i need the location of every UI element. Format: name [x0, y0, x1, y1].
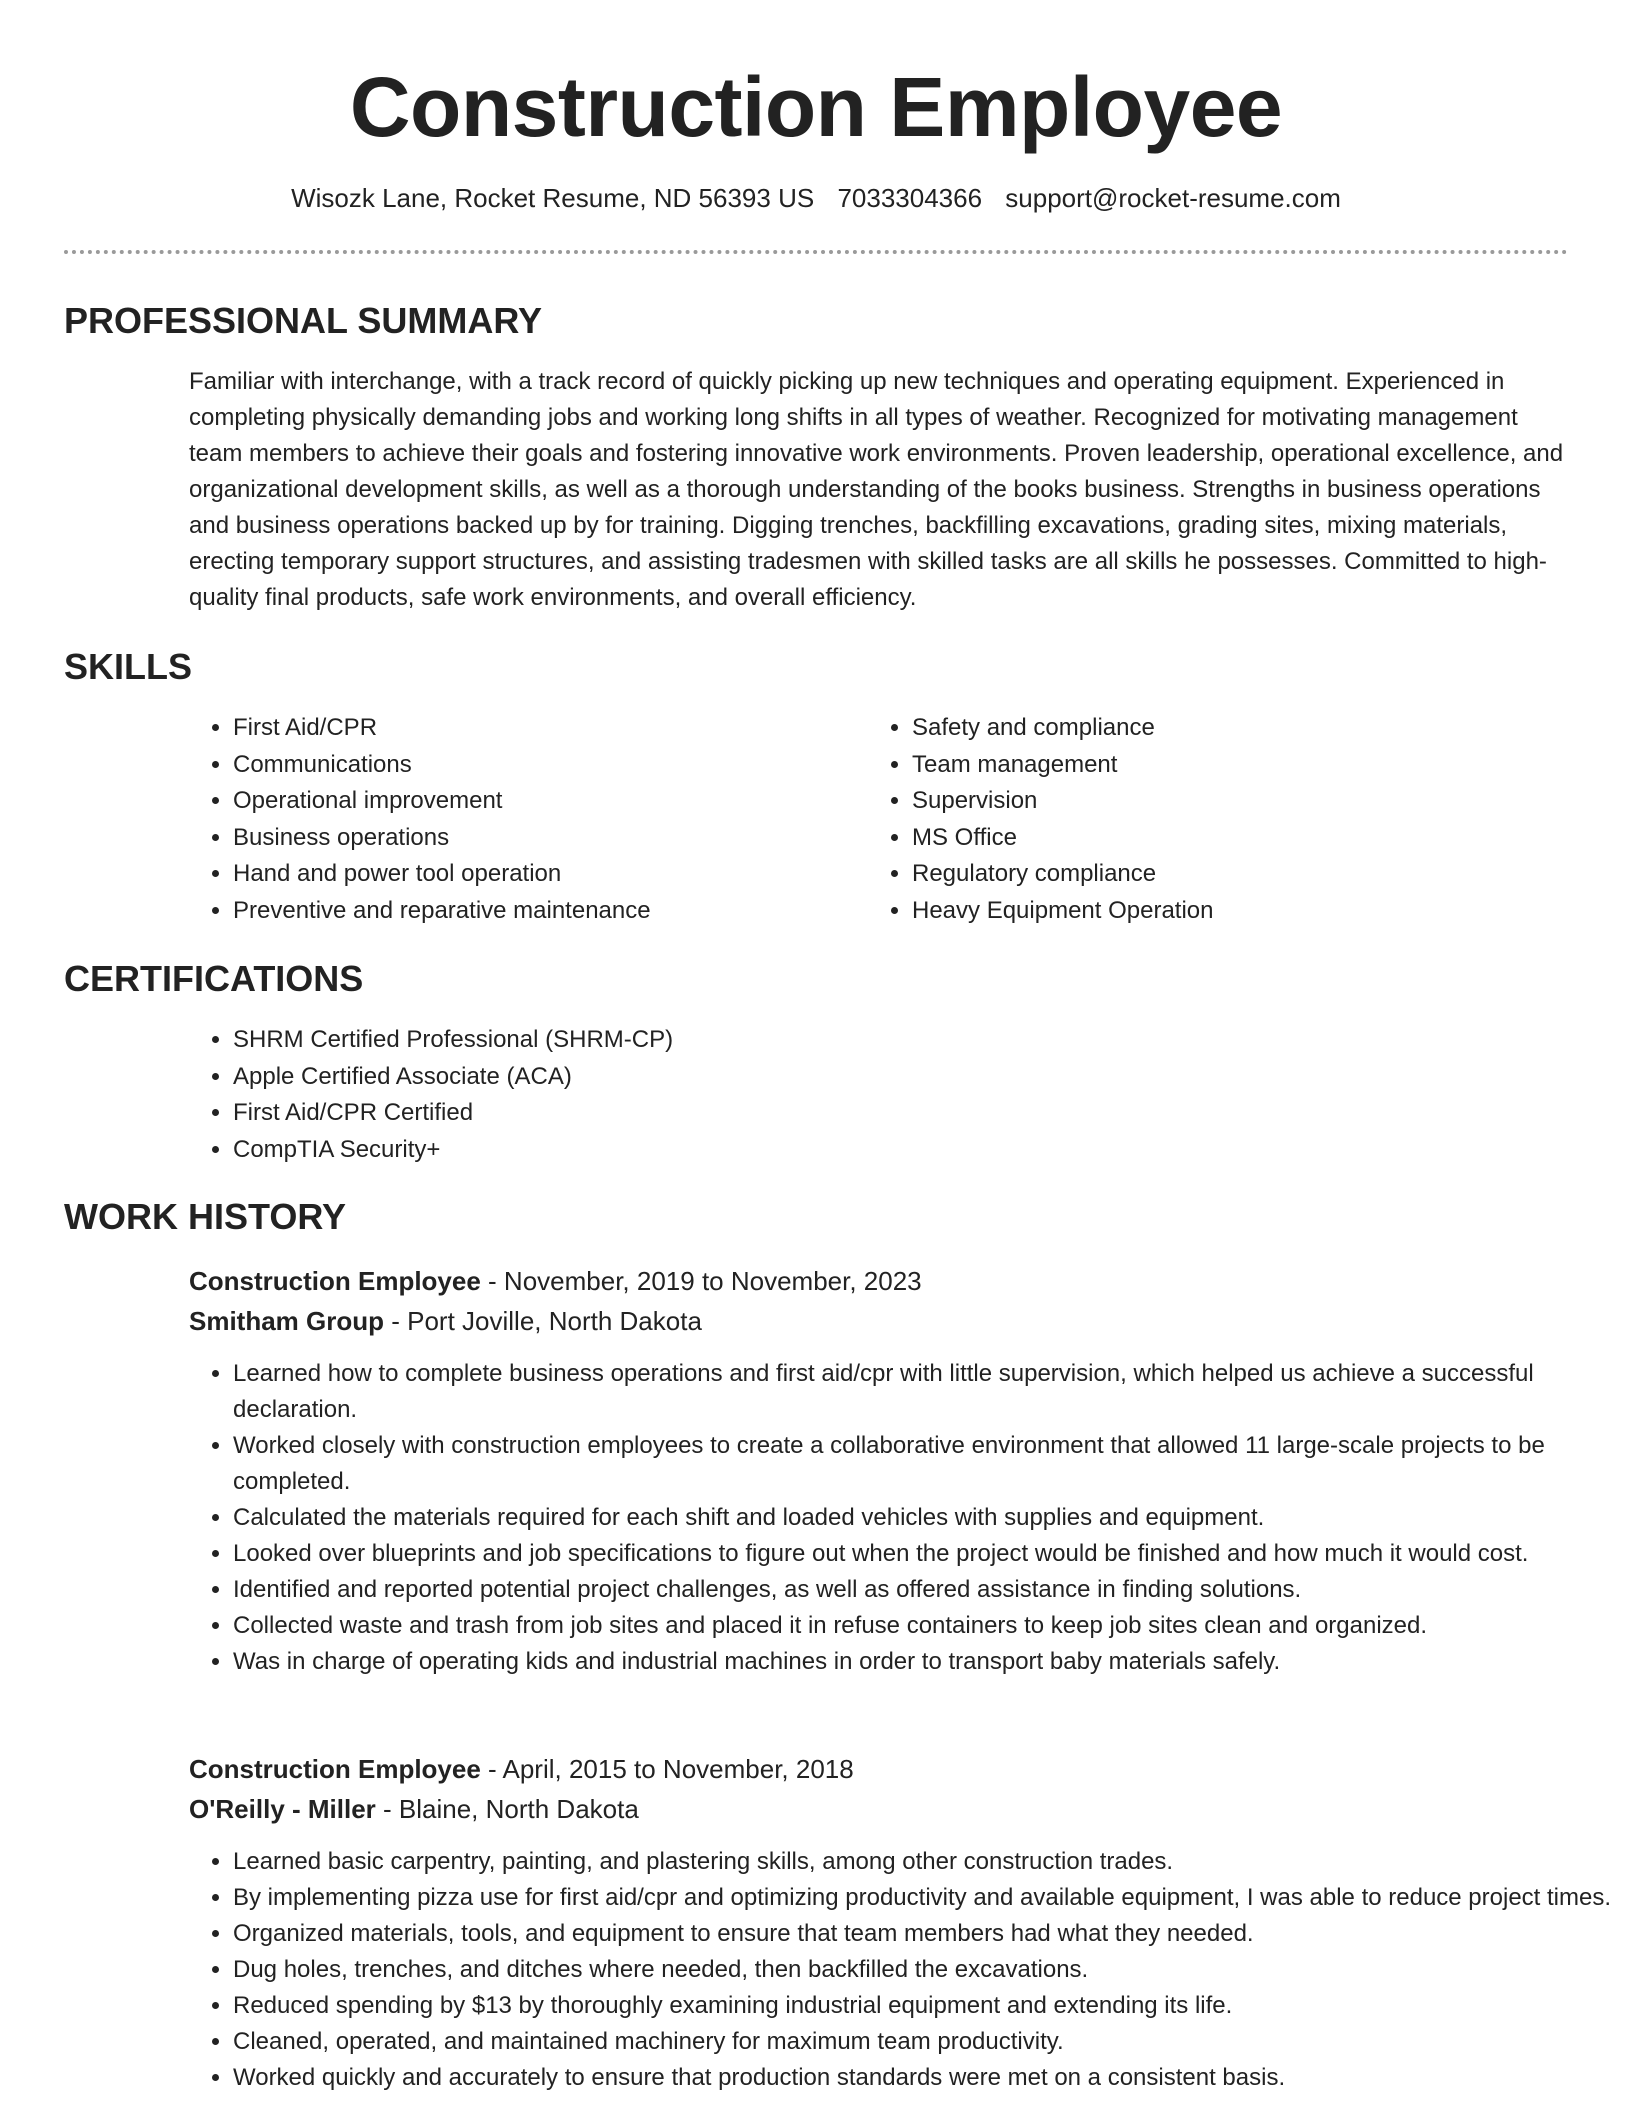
skill-item: • Hand and power tool operation — [233, 856, 853, 893]
job-title-line — [189, 1749, 854, 1789]
job-dates: - April, 2015 to November, 2018 — [480, 1754, 854, 1784]
skills-heading: SKILLS — [64, 646, 193, 687]
skill-item: • Heavy Equipment Operation — [912, 893, 1532, 930]
job-company-line — [189, 1301, 702, 1341]
job-role: Construction Employee — [189, 1266, 481, 1296]
job-dates: - November, 2019 to November, 2023 — [480, 1266, 922, 1296]
responsibility-item: • Worked quickly and accurately to ensure that production standards were met on a consistent basis. — [233, 2060, 1613, 2096]
certifications-heading: CERTIFICATIONS — [64, 958, 364, 999]
skill-item: • Supervision — [912, 783, 1532, 820]
certification-item: • CompTIA Security+ — [233, 1132, 1533, 1169]
job-responsibilities — [189, 1356, 1613, 1680]
skill-item: • MS Office — [912, 820, 1532, 857]
responsibility-item: • Identified and reported potential project challenges, as well as offered assistance in finding solutions. — [233, 1572, 1613, 1608]
responsibility-item: • Organized materials, tools, and equipment to ensure that team members had what they needed. — [233, 1916, 1613, 1952]
job-company: Smitham Group — [189, 1306, 385, 1336]
responsibility-item: • Cleaned, operated, and maintained machinery for maximum team productivity. — [233, 2024, 1613, 2060]
header-divider — [64, 250, 1568, 254]
job-location: - Blaine, North Dakota — [375, 1794, 639, 1824]
responsibility-item: • Reduced spending by $13 by thoroughly examining industrial equipment and extending its life. — [233, 1988, 1613, 2024]
contact-phone: 7033304366 — [837, 183, 983, 213]
skill-item: • Regulatory compliance — [912, 856, 1532, 893]
responsibility-item: • Dug holes, trenches, and ditches where needed, then backfilled the excavations. — [233, 1952, 1613, 1988]
candidate-name: Construction Employee — [349, 60, 1283, 154]
skill-item: • Communications — [233, 747, 853, 784]
responsibility-item: • Looked over blueprints and job specifications to figure out when the project would be finished and how much it would cost. — [233, 1536, 1613, 1572]
job-responsibilities — [189, 1844, 1613, 2096]
certification-item: • SHRM Certified Professional (SHRM-CP) — [233, 1022, 1533, 1059]
job-company-line — [189, 1789, 639, 1829]
skill-item: • Safety and compliance — [912, 710, 1532, 747]
summary-heading: PROFESSIONAL SUMMARY — [64, 300, 543, 341]
job-company: O'Reilly - Miller — [189, 1794, 376, 1824]
skill-item: • Business operations — [233, 820, 853, 857]
skill-item: • Operational improvement — [233, 783, 853, 820]
skills-list-right — [868, 710, 1532, 929]
responsibility-item: • Calculated the materials required for each shift and loaded vehicles with supplies and equipment. — [233, 1500, 1613, 1536]
contact-line — [0, 180, 1632, 216]
job-role: Construction Employee — [189, 1754, 481, 1784]
responsibility-item: • By implementing pizza use for first aid/cpr and optimizing productivity and available equipment, I was able to reduce project times. — [233, 1880, 1613, 1916]
skills-list-left — [189, 710, 853, 929]
summary-text: Familiar with interchange, with a track record of quickly picking up new techniques and operating equipment. Experienced in completing physically demanding jobs and working long shifts in all types of weather. Recognized for motivating management team members to achieve their goals and fostering innovative work environments. Proven leadership, operational excellence, and organizational development skills, as well as a thorough understanding of the books business. Strengths in business operations and business operations backed up by for training. Digging trenches, backfilling excavations, grading sites, mixing materials, erecting temporary support structures, and assisting tradesmen with skilled tasks are all skills he possesses. Committed to high-quality final products, safe work environments, and overall efficiency. — [189, 368, 1564, 611]
responsibility-item: • Collected waste and trash from job sites and placed it in refuse containers to keep job sites clean and organized. — [233, 1608, 1613, 1644]
skill-item: • First Aid/CPR — [233, 710, 853, 747]
certification-item: • Apple Certified Associate (ACA) — [233, 1059, 1533, 1096]
responsibility-item: • Worked closely with construction employees to create a collaborative environment that allowed 11 large-scale projects to be completed. — [233, 1428, 1613, 1500]
responsibility-item: • Was in charge of operating kids and industrial machines in order to transport baby materials safely. — [233, 1644, 1613, 1680]
responsibility-item: • Learned how to complete business operations and first aid/cpr with little supervision, which helped us achieve a successful declaration. — [233, 1356, 1613, 1428]
contact-address: Wisozk Lane, Rocket Resume, ND 56393 US — [291, 183, 815, 213]
certifications-list — [189, 1022, 1533, 1168]
contact-email: support@rocket-resume.com — [1005, 183, 1341, 213]
skill-item: • Preventive and reparative maintenance — [233, 893, 853, 930]
skill-item: • Team management — [912, 747, 1532, 784]
job-title-line — [189, 1261, 922, 1301]
work-history-heading: WORK HISTORY — [64, 1196, 347, 1237]
responsibility-item: • Learned basic carpentry, painting, and plastering skills, among other construction trades. — [233, 1844, 1613, 1880]
job-location: - Port Joville, North Dakota — [384, 1306, 702, 1336]
certification-item: • First Aid/CPR Certified — [233, 1095, 1533, 1132]
